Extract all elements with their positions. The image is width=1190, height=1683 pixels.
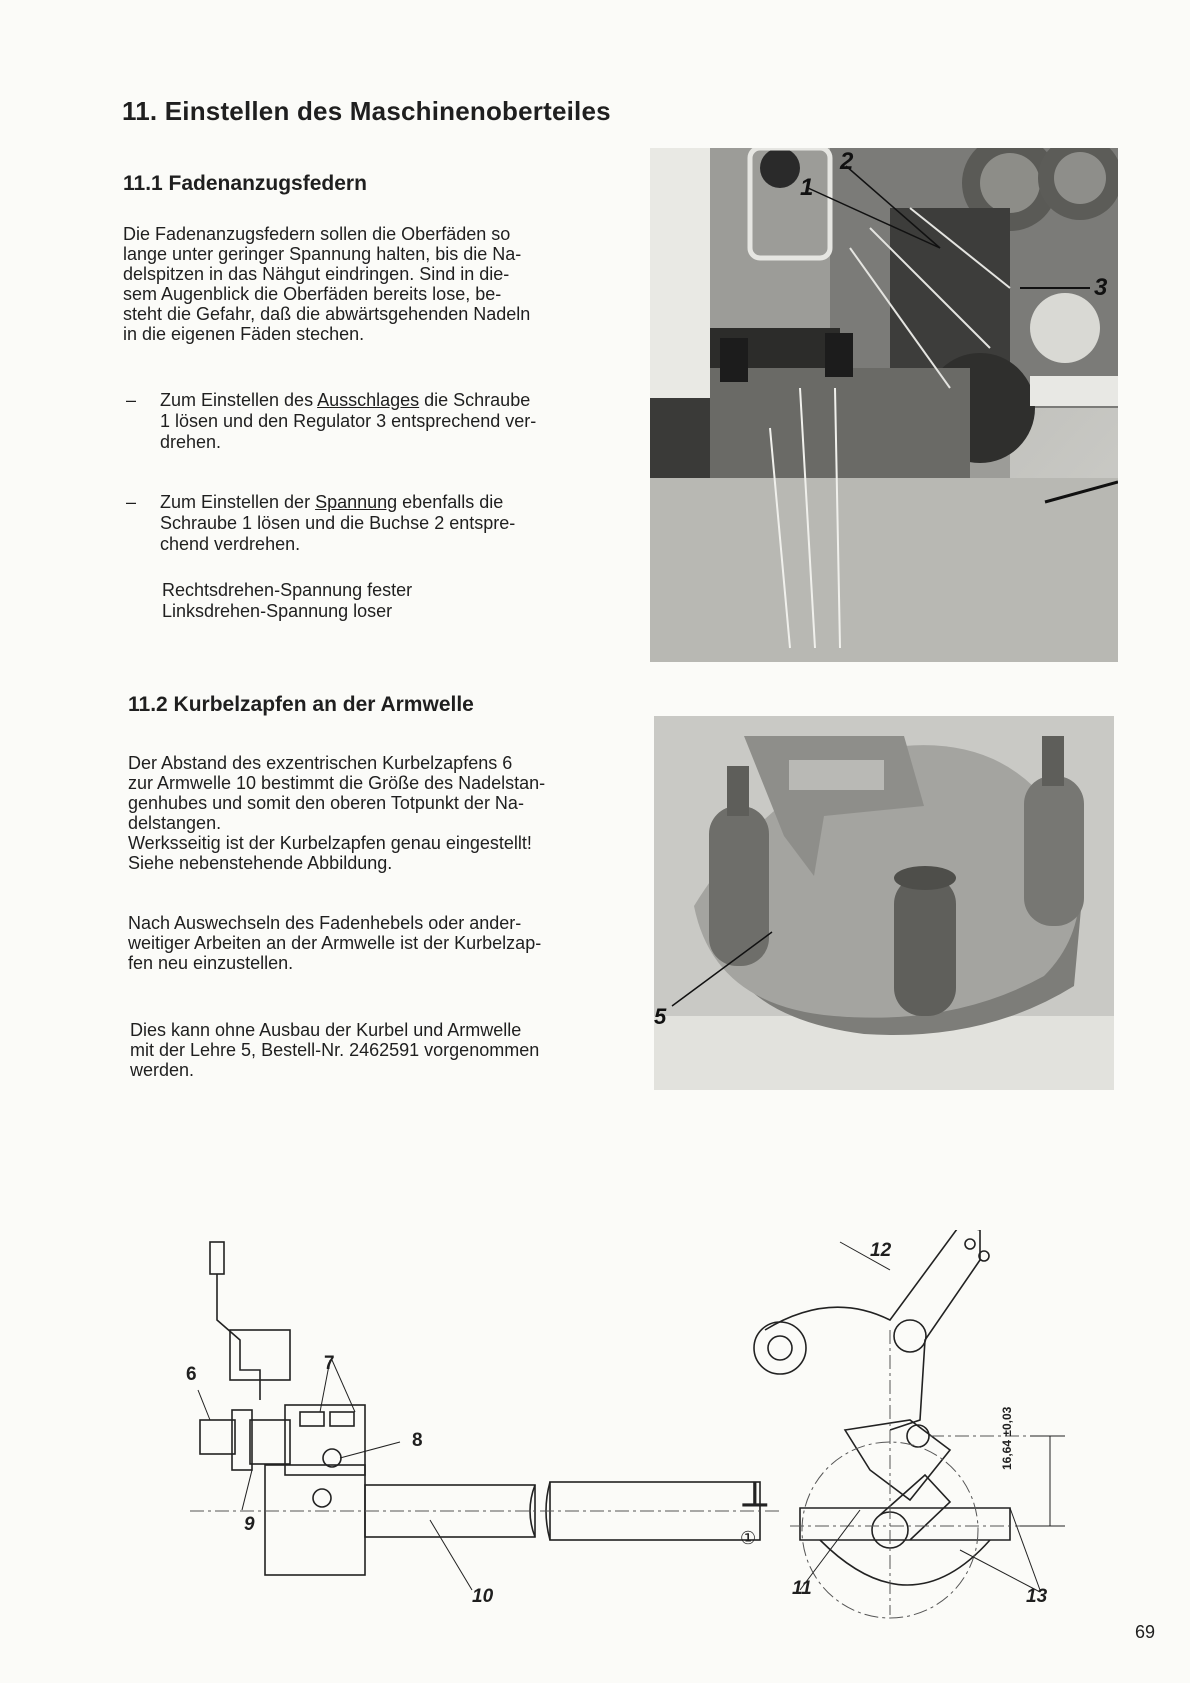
page-number: 69 — [1135, 1622, 1156, 1642]
underlined-term: Ausschlages — [317, 390, 420, 410]
text-line: fen neu einzustellen. — [128, 953, 294, 973]
section-heading-fadenanzugsfedern: 11.1 Fadenanzugsfedern — [123, 172, 367, 195]
text-fragment: Zum Einstellen der — [160, 492, 316, 512]
label-6: 6 — [186, 1364, 197, 1385]
gauge-photo-illustration — [654, 716, 1114, 1090]
label-10: 10 — [472, 1586, 494, 1607]
text-line: zur Armwelle 10 bestimmt die Größe des Nadelstan- — [128, 773, 546, 793]
text-line: 1 lösen und den Regulator 3 entsprechend ver- — [160, 411, 537, 431]
text-line: sem Augenblick die Oberfäden bereits lose, be- — [123, 284, 502, 304]
callout-2: 2 — [840, 148, 854, 175]
text-fragment: ebenfalls die — [397, 492, 504, 512]
label-9: 9 — [244, 1514, 255, 1535]
machine-photo-illustration — [650, 148, 1118, 662]
text-line: Werksseitig ist der Kurbelzapfen genau eingestellt! — [128, 833, 532, 853]
rotation-note — [162, 580, 612, 622]
text-line: Rechtsdrehen-Spannung fester — [162, 580, 413, 600]
crank-shaft-drawing — [190, 1230, 1110, 1620]
text-line: Dies kann ohne Ausbau der Kurbel und Armwelle — [130, 1020, 522, 1040]
page-title: 11. Einstellen des Maschinenoberteiles — [122, 96, 611, 126]
text-line: weitiger Arbeiten an der Armwelle ist der Kurbelzap- — [128, 933, 542, 953]
technical-drawing-crank — [186, 1230, 1110, 1620]
text-fragment: Zum Einstellen des — [160, 390, 318, 410]
text-fragment: die Schraube — [419, 390, 531, 410]
text-line: Nach Auswechseln des Fadenhebels oder ander- — [128, 913, 522, 933]
text-line: Linksdrehen-Spannung loser — [162, 601, 393, 621]
text-line: Die Fadenanzugsfedern sollen die Oberfäden so — [123, 224, 511, 244]
callout-3: 3 — [1094, 274, 1108, 301]
text-line: delspitzen in das Nähgut eindringen. Sind in die- — [123, 264, 510, 284]
label-13: 13 — [1026, 1586, 1048, 1607]
text-line: Der Abstand des exzentrischen Kurbelzapfens 6 — [128, 753, 513, 773]
instruction-ausschlag — [126, 390, 610, 453]
text-line: drehen. — [160, 432, 222, 452]
text-line: steht die Gefahr, daß die abwärtsgehenden Nadeln — [123, 304, 531, 324]
section2-paragraph-2 — [128, 913, 608, 973]
callout-5: 5 — [654, 1004, 667, 1029]
callout-1: 1 — [800, 174, 814, 201]
underlined-term: Spannung — [315, 492, 398, 512]
label-circled-1: ① — [740, 1528, 757, 1548]
text-line: mit der Lehre 5, Bestell-Nr. 2462591 vorgenommen — [130, 1040, 540, 1060]
text-line: genhubes und somit den oberen Totpunkt der Na- — [128, 793, 524, 813]
text-line: Schraube 1 lösen und die Buchse 2 entspre- — [160, 513, 516, 533]
label-12: 12 — [870, 1240, 892, 1261]
text-line: lange unter geringer Spannung halten, bis die Na- — [123, 244, 522, 264]
list-dash: – — [126, 390, 137, 410]
list-dash: – — [126, 492, 137, 512]
section-heading-kurbelzapfen: 11.2 Kurbelzapfen an der Armwelle — [128, 693, 474, 716]
photo-gauge-lehre-5 — [654, 716, 1114, 1090]
dimension-marker: ⊥ — [740, 1476, 770, 1514]
section1-intro — [123, 224, 603, 344]
text-line: in die eigenen Fäden stechen. — [123, 324, 365, 344]
section2-paragraph-1 — [128, 753, 608, 873]
section2-paragraph-3 — [130, 1020, 610, 1080]
text-line: Siehe nebenstehende Abbildung. — [128, 853, 393, 873]
label-7: 7 — [324, 1353, 335, 1374]
text-line: chend verdrehen. — [160, 534, 301, 554]
label-8: 8 — [412, 1430, 423, 1451]
label-11: 11 — [792, 1578, 812, 1599]
instruction-spannung — [126, 492, 610, 555]
text-line: werden. — [130, 1060, 195, 1080]
dimension-label: 16,64 ±0,03 — [1000, 1406, 1014, 1470]
photo-thread-tension-springs — [650, 148, 1118, 662]
text-line: delstangen. — [128, 813, 222, 833]
